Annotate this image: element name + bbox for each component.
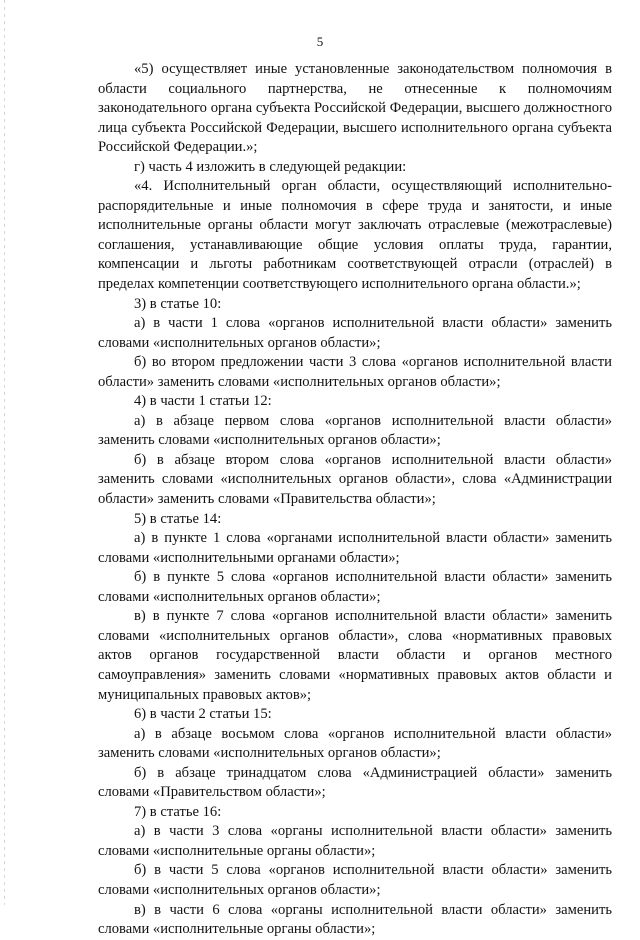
paragraph: «5) осуществляет иные установленные законодательством полномочия в области социального партнерства, не отнесенные к полномочиям законодательного органа субъекта Российской Федерации, высшего должностного лица субъекта Российской Федерации, высшего исполнительного органа субъекта Российской Федерации.»; [98,61,612,156]
paragraph: а) в абзаце первом слова «органов исполнительной власти области» заменить словами «исполнительных органов области»; [98,412,612,449]
paragraph: в) в части 6 слова «органы исполнительной власти области» заменить словами «исполнительные органы области»; [98,901,612,938]
paragraph: а) в абзаце восьмом слова «органов исполнительной власти области» заменить словами «исполнительных органов области»; [98,725,612,762]
paragraph: «4. Исполнительный орган области, осуществляющий исполнительно-распорядительные и иные полномочия в сфере труда и занятости, и иные исполнительные органы области могут заключать отраслевые (межотраслевые) соглашения, устанавливающие общие условия оплаты труда, гарантии, компенсации и льготы работникам соответствующей отрасли (отраслей) в пределах компетенции соответствующего исполнительного органа области.»; [98,178,612,293]
paragraph: б) во втором предложении части 3 слова «органов исполнительной власти области» заменить словами «исполнительных органов области»; [98,354,612,390]
paragraph: г) часть 4 изложить в следующей редакции: [134,158,407,175]
paragraph: а) в части 1 слова «органов исполнительной власти области» заменить словами «исполнительных органов области»; [98,315,612,351]
scan-edge-line [4,0,5,905]
paragraph: 7) в статье 16: [134,803,222,820]
paragraph: 4) в части 1 статьи 12: [134,393,272,410]
paragraph: а) в части 3 слова «органы исполнительной власти области» заменить словами «исполнительные органы области»; [98,823,612,859]
paragraph: 3) в статье 10: [134,295,222,312]
paragraph: в) в пункте 7 слова «органов исполнительной власти области» заменить словами «исполнительных органов области», слова «нормативных правовых актов органов государственной власти области и органов местного самоуправления» заменить словами «нормативных правовых актов области и муниципальных правовых актов»; [98,608,612,703]
page-number: 5 [316,34,324,49]
paragraph: б) в части 5 слова «органов исполнительной власти области» заменить словами «исполнительных органов области»; [98,862,612,898]
paragraph: б) в абзаце тринадцатом слова «Администрацией области» заменить словами «Правительством области»; [98,764,612,801]
paragraph: б) в абзаце втором слова «органов исполнительной власти области» заменить словами «исполнительных органов области», слова «Администрации области» заменить словами «Правительства области»; [98,451,612,508]
paragraph: а) в пункте 1 слова «органами исполнительной власти области» заменить словами «исполнительными органами области»; [98,530,612,566]
paragraph: б) в пункте 5 слова «органов исполнительной власти области» заменить словами «исполнительных органов области»; [98,569,612,605]
paragraph: 6) в части 2 статьи 15: [134,706,272,723]
paragraph: 5) в статье 14: [134,510,222,527]
document-body [98,60,612,940]
